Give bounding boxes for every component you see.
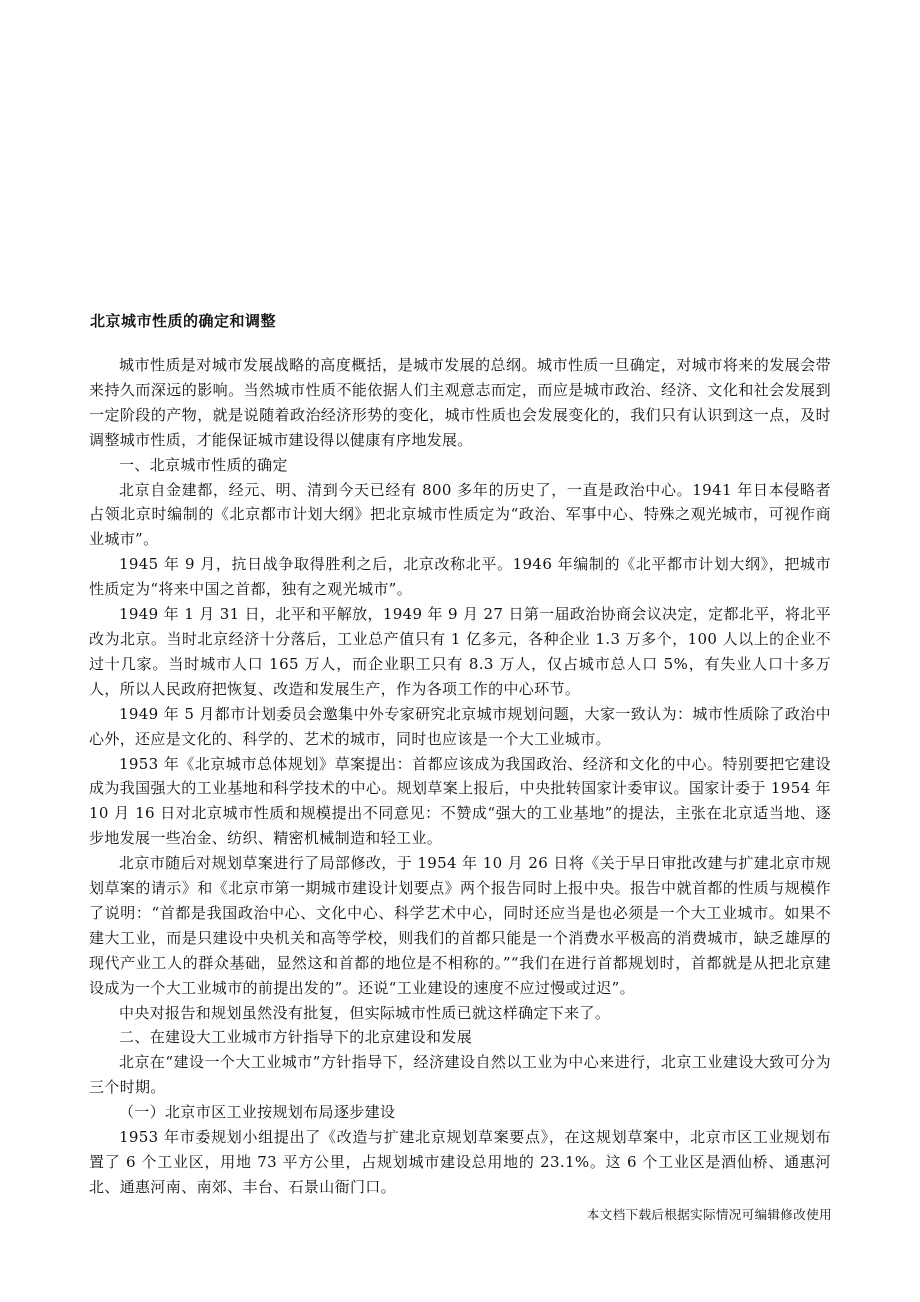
section-heading-2: 二、在建设大工业城市方针指导下的北京建设和发展: [119, 1028, 473, 1047]
paragraph-intro: 城市性质是对城市发展战略的高度概括，是城市发展的总纲。城市性质一旦确定，对城市将来的发展会带来持久而深远的影响。当然城市性质不能依据人们主观意志而定，而应是城市政治、经济、文化和社会发展到一定阶段的产物，就是说随着政治经济形势的变化，城市性质也会发展变化的，我们只有认识到这一点，及时调整城市性质，才能保证城市建设得以健康有序地发展。: [89, 356, 831, 449]
paragraph: 1949 年 1 月 31 日，北平和平解放，1949 年 9 月 27 日第一届政治协商会议决定，定都北平，将北平改为北京。当时北京经济十分落后，工业总产值只有 1 亿多元，各种企业 1.3 万多个，100 人以上的企业不过十几家。当时城市人口 165 万人，而企业职工只有 8.3 万人，仅占城市总人口 5%，有失业人口十多万人，所以人民政府把恢复、改造和发展生产，作为各项工作的中心环节。: [89, 605, 831, 698]
document-title: 北京城市性质的确定和调整: [90, 312, 277, 330]
paragraph: 北京在“建设一个大工业城市”方针指导下，经济建设自然以工业为中心来进行，北京工业建设大致可分为三个时期。: [89, 1053, 831, 1097]
paragraph: 1949 年 5 月都市计划委员会邀集中外专家研究北京城市规划问题，大家一致认为：城市性质除了政治中心外，还应是文化的、科学的、艺术的城市，同时也应该是一个大工业城市。: [89, 704, 831, 748]
paragraph: 1945 年 9 月，抗日战争取得胜利之后，北京改称北平。1946 年编制的《北平都市计划大纲》，把城市性质定为“将来中国之首都，独有之观光城市”。: [89, 555, 831, 599]
paragraph: 中央对报告和规划虽然没有批复，但实际城市性质已就这样确定下来了。: [119, 1003, 611, 1022]
subsection-heading: （一）北京市区工业按规划布局逐步建设: [119, 1103, 396, 1122]
section-heading-1: 一、北京城市性质的确定: [119, 455, 288, 474]
document-body: [89, 353, 831, 1200]
paragraph: 北京市随后对规划草案进行了局部修改，于 1954 年 10 月 26 日将《关于早日审批改建与扩建北京市规划草案的请示》和《北京市第一期城市建设计划要点》两个报告同时上报中央。报告中就首都的性质与规模作了说明：“首都是我国政治中心、文化中心、科学艺术中心，同时还应当是也必须是一个大工业城市。如果不建大工业，而是只建设中央机关和高等学校，则我们的首都只能是一个消费水平极高的消费城市，缺乏雄厚的现代产业工人的群众基础，显然这和首都的地位是不相称的。”“我们在进行首都规划时，首都就是从把北京建设成为一个大工业城市的前提出发的”。还说“工业建设的速度不应过慢或过迟”。: [89, 854, 831, 997]
paragraph: 1953 年市委规划小组提出了《改造与扩建北京规划草案要点》，在这规划草案中，北京市区工业规划布置了 6 个工业区，用地 73 平方公里，占规划城市建设总用地的 23.1%。这 6 个工业区是酒仙桥、通惠河北、通惠河南、南郊、丰台、石景山衙门口。: [89, 1128, 831, 1196]
footer-note: 本文档下载后根据实际情况可编辑修改使用: [586, 1207, 832, 1222]
paragraph: 北京自金建都，经元、明、清到今天已经有 800 多年的历史了，一直是政治中心。1941 年日本侵略者占领北京时编制的《北京都市计划大纲》把北京城市性质定为“政治、军事中心、特殊之观光城市，可视作商业城市”。: [89, 480, 831, 549]
paragraph: 1953 年《北京城市总体规划》草案提出：首都应该成为我国政治、经济和文化的中心。特别要把它建设成为我国强大的工业基地和科学技术的中心。规划草案上报后，中央批转国家计委审议。国家计委于 1954 年 10 月 16 日对北京城市性质和规模提出不同意见：不赞成“强大的工业基地”的提法，主张在北京适当地、逐步地发展一些冶金、纺织、精密机械制造和轻工业。: [89, 754, 831, 848]
